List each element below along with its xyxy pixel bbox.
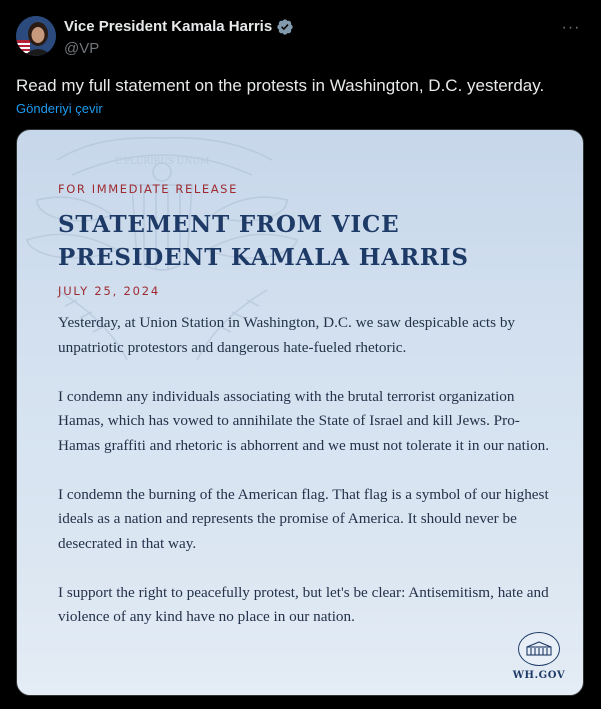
translate-post-link[interactable]: Gönderiyi çevir [16,101,103,116]
author-handle[interactable]: @VP [64,40,100,57]
statement-body [58,311,558,654]
statement-image[interactable] [16,129,584,696]
more-horizontal-icon: ··· [561,19,581,36]
statement-paragraph: I support the right to peacefully protest, but let's be clear: Antisemitism, hate and violence of any kind have no place in our nation. [58,583,549,625]
author-header [64,17,294,59]
statement-paragraph: I condemn the burning of the American flag. That flag is a symbol of our highest ideals as a nation and represents the promise of America. It should never be desecrated in that way. [58,485,549,552]
more-options-button[interactable] [559,18,583,38]
seal-motto: E PLURIBUS UNUM [114,157,210,167]
author-avatar[interactable] [16,16,56,56]
statement-paragraph: I condemn any individuals associating with the brutal terrorist organization Hamas, which has vowed to annihilate the State of Israel and kill Jews. Pro-Hamas graffiti and rhetoric is abhorrent and we must not tolerate it in our nation. [58,387,550,454]
wh-gov-text: WH.GOV [512,670,566,681]
tweet-text: Read my full statement on the protests in Washington, D.C. yesterday. [16,76,545,95]
profile-avatar-icon [16,16,56,56]
statement-date: JULY 25, 2024 [58,284,160,298]
wh-gov-logo [509,632,569,681]
author-name-row [64,17,294,37]
author-display-name[interactable]: Vice President Kamala Harris [64,18,273,35]
verified-badge-icon[interactable] [276,18,294,36]
release-label: FOR IMMEDIATE RELEASE [58,182,238,196]
statement-paragraph: Yesterday, at Union Station in Washington, D.C. we saw despicable acts by unpatriotic protestors and dangerous hate-fueled rhetoric. [58,314,516,356]
white-house-icon [518,632,560,666]
statement-title: STATEMENT FROM VICE PRESIDENT KAMALA HARRIS [58,211,469,271]
